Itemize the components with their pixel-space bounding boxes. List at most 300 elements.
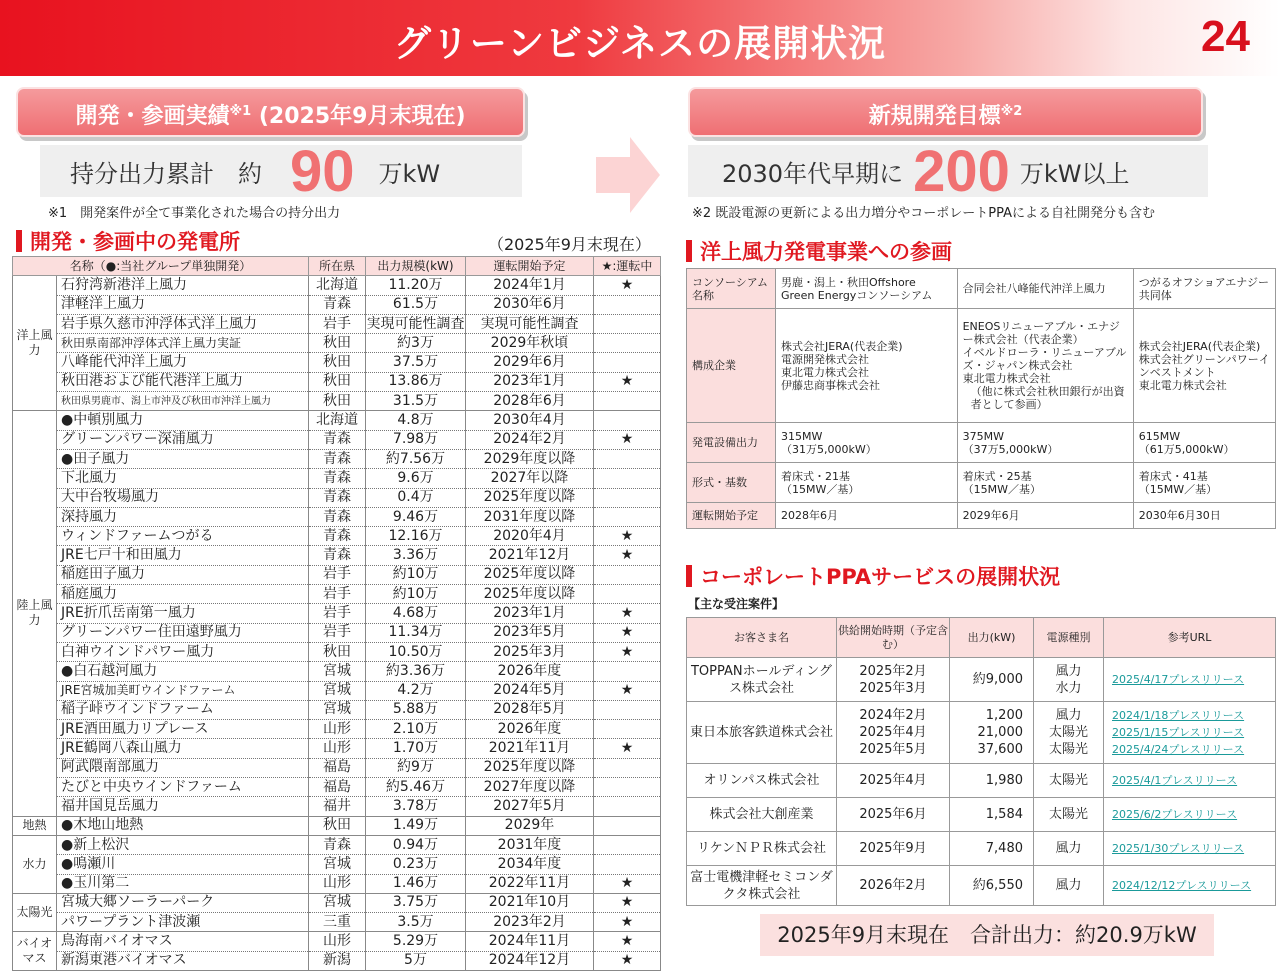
plant-start-date: 2023年1月 bbox=[466, 372, 594, 391]
plant-capacity: 5万 bbox=[366, 951, 466, 970]
ppa-customer: TOPPANホールディングス株式会社 bbox=[687, 658, 837, 702]
plant-pref: 青森 bbox=[309, 449, 366, 468]
plant-capacity: 約10万 bbox=[366, 585, 466, 604]
ppa-header-customer: お客さま名 bbox=[687, 618, 837, 658]
plant-capacity: 0.23万 bbox=[366, 855, 466, 874]
plant-status-star: ★ bbox=[594, 276, 661, 295]
plant-header-date: 運転開始予定 bbox=[466, 257, 594, 276]
plant-pref: 山形 bbox=[309, 720, 366, 739]
plant-pref: 岩手 bbox=[309, 623, 366, 642]
ppa-row bbox=[687, 798, 1276, 832]
plant-name: パワープラント津波瀬 bbox=[57, 913, 309, 932]
plant-pref: 青森 bbox=[309, 295, 366, 314]
target-pill-sup: ※2 bbox=[1000, 104, 1023, 119]
target-value: 200 bbox=[913, 138, 1010, 204]
plant-row bbox=[13, 681, 661, 700]
ppa-date: 2025年3月 bbox=[859, 680, 927, 696]
offshore-output bbox=[1133, 423, 1275, 463]
offshore-start: 2029年6月 bbox=[957, 503, 1133, 529]
ppa-header-output: 出力(kW) bbox=[950, 618, 1034, 658]
plant-status-star bbox=[594, 295, 661, 314]
cumulative-output-box bbox=[40, 138, 522, 204]
ppa-source: 太陽光 bbox=[1048, 742, 1088, 757]
plant-capacity: 約10万 bbox=[366, 565, 466, 584]
plant-status-star bbox=[594, 585, 661, 604]
ppa-source: 太陽光 bbox=[1048, 725, 1088, 740]
ppa-date: 2025年6月 bbox=[859, 807, 927, 822]
plant-row bbox=[13, 585, 661, 604]
plant-table bbox=[12, 256, 661, 971]
plant-row bbox=[13, 642, 661, 661]
plant-start-date: 2024年1月 bbox=[466, 276, 594, 295]
plant-start-date: 2025年度以降 bbox=[466, 488, 594, 507]
offshore-label-members: 構成企業 bbox=[687, 309, 776, 423]
plant-row bbox=[13, 372, 661, 391]
plant-start-date: 2026年度 bbox=[466, 720, 594, 739]
plant-status-star: ★ bbox=[594, 546, 661, 565]
plant-capacity: 5.29万 bbox=[366, 932, 466, 951]
plant-status-star: ★ bbox=[594, 951, 661, 970]
ppa-date: 2026年2月 bbox=[859, 878, 927, 893]
plant-name: 新潟東港バイオマス bbox=[57, 951, 309, 970]
plant-status-star: ★ bbox=[594, 932, 661, 951]
plant-status-star bbox=[594, 565, 661, 584]
plant-name: 宮城大郷ソーラーパーク bbox=[57, 893, 309, 912]
footnote-2: ※2 既設電源の更新による出力増分やコーポレートPPAによる自社開発分も含む bbox=[692, 206, 1156, 221]
plant-pref: 岩手 bbox=[309, 585, 366, 604]
plant-pref: 青森 bbox=[309, 546, 366, 565]
plant-row bbox=[13, 720, 661, 739]
plant-pref: 宮城 bbox=[309, 662, 366, 681]
plant-status-star bbox=[594, 334, 661, 353]
ppa-url-link[interactable]: 2025/1/15プレスリリース bbox=[1112, 726, 1245, 739]
plant-name: 大中台牧場風力 bbox=[57, 488, 309, 507]
plant-category: 地熱 bbox=[13, 816, 57, 835]
plant-row bbox=[13, 778, 661, 797]
ppa-section-label: コーポレートPPAサービスの展開状況 bbox=[700, 565, 1061, 589]
plant-status-star bbox=[594, 758, 661, 777]
plant-header-name: 名称（●:当社グループ単独開発） bbox=[13, 257, 309, 276]
plant-row bbox=[13, 314, 661, 333]
target-output-box bbox=[688, 138, 1208, 204]
plant-pref: 青森 bbox=[309, 835, 366, 854]
plant-status-star bbox=[594, 449, 661, 468]
offshore-output-kw: （61万5,000kW） bbox=[1138, 442, 1235, 456]
ppa-outputs bbox=[950, 764, 1034, 798]
ppa-output: 約9,000 bbox=[972, 672, 1023, 687]
plant-pref: 宮城 bbox=[309, 893, 366, 912]
plant-pref: 福島 bbox=[309, 758, 366, 777]
plant-row bbox=[13, 739, 661, 758]
plant-name: 津軽洋上風力 bbox=[57, 295, 309, 314]
plant-start-date: 2025年度以降 bbox=[466, 758, 594, 777]
ppa-sources bbox=[1034, 658, 1104, 702]
ppa-table bbox=[686, 617, 1276, 906]
plants-section-title bbox=[16, 226, 240, 256]
ppa-source: 風力 bbox=[1055, 708, 1082, 723]
ppa-date: 2025年5月 bbox=[859, 742, 927, 757]
plant-row bbox=[13, 353, 661, 372]
offshore-member: 東北電力株式会社 bbox=[781, 365, 869, 379]
plant-row bbox=[13, 662, 661, 681]
plant-name: ●新上松沢 bbox=[57, 835, 309, 854]
ppa-dates bbox=[837, 866, 950, 906]
results-pill-sup: ※1 bbox=[229, 104, 252, 119]
offshore-output-mw: 315MW bbox=[781, 429, 823, 443]
plant-pref: 宮城 bbox=[309, 700, 366, 719]
offshore-member: 伊藤忠商事株式会社 bbox=[781, 378, 880, 392]
ppa-output: 1,584 bbox=[985, 807, 1023, 822]
plant-name: 秋田県男鹿市、潟上市沖及び秋田市沖洋上風力 bbox=[57, 392, 309, 411]
plant-capacity: 約9万 bbox=[366, 758, 466, 777]
offshore-label-consortium: コンソーシアム名称 bbox=[687, 269, 776, 309]
offshore-type-unit: （15MW／基） bbox=[781, 482, 860, 496]
ppa-date: 2025年2月 bbox=[859, 663, 927, 679]
plant-capacity: 1.49万 bbox=[366, 816, 466, 835]
plant-status-star: ★ bbox=[594, 893, 661, 912]
plant-category: 洋上風力 bbox=[13, 276, 57, 411]
offshore-section-title bbox=[686, 236, 952, 266]
plant-capacity: 31.5万 bbox=[366, 392, 466, 411]
ppa-row bbox=[687, 702, 1276, 764]
ppa-date: 2025年4月 bbox=[859, 725, 927, 740]
offshore-member: イベルドローラ・リニューアブルズ・ジャパン株式会社 bbox=[962, 346, 1127, 372]
ppa-output: 37,600 bbox=[977, 742, 1023, 757]
plant-status-star: ★ bbox=[594, 642, 661, 661]
ppa-subtitle: 【主な受注案件】 bbox=[688, 597, 785, 611]
ppa-outputs bbox=[950, 866, 1034, 906]
results-pill-label: 開発・参画実績 bbox=[75, 104, 230, 129]
plant-start-date: 2028年5月 bbox=[466, 700, 594, 719]
offshore-label-type: 形式・基数 bbox=[687, 463, 776, 503]
offshore-type-count: 着床式・21基 bbox=[781, 469, 850, 483]
plant-capacity: 5.88万 bbox=[366, 700, 466, 719]
plant-status-star bbox=[594, 488, 661, 507]
ppa-output: 1,200 bbox=[985, 708, 1023, 723]
plant-row bbox=[13, 932, 661, 951]
plant-capacity: 9.6万 bbox=[366, 469, 466, 488]
plant-status-star: ★ bbox=[594, 604, 661, 623]
plant-status-star: ★ bbox=[594, 430, 661, 449]
ppa-url-link[interactable]: 2025/1/30プレスリリース bbox=[1112, 842, 1245, 855]
plant-pref: 青森 bbox=[309, 430, 366, 449]
plant-header-status: ★:運転中 bbox=[594, 257, 661, 276]
ppa-outputs bbox=[950, 658, 1034, 702]
ppa-customer: 富士電機津軽セミコンダクタ株式会社 bbox=[687, 866, 837, 906]
ppa-customer: オリンパス株式会社 bbox=[687, 764, 837, 798]
ppa-url-link[interactable]: 2025/4/1プレスリリース bbox=[1112, 774, 1238, 787]
plant-start-date: 2023年1月 bbox=[466, 604, 594, 623]
ppa-row bbox=[687, 764, 1276, 798]
plant-start-date: 2021年12月 bbox=[466, 546, 594, 565]
plant-start-date: 2023年5月 bbox=[466, 623, 594, 642]
plant-category: 太陽光 bbox=[13, 893, 57, 932]
plant-start-date: 2031年度以降 bbox=[466, 507, 594, 526]
plant-pref: 岩手 bbox=[309, 604, 366, 623]
plant-capacity: 3.75万 bbox=[366, 893, 466, 912]
plant-pref: 山形 bbox=[309, 874, 366, 893]
offshore-type-unit: （15MW／基） bbox=[962, 482, 1041, 496]
plant-pref: 秋田 bbox=[309, 392, 366, 411]
offshore-type bbox=[1133, 463, 1275, 503]
ppa-url-link[interactable]: 2025/4/17プレスリリース bbox=[1112, 673, 1245, 686]
plant-capacity: 13.86万 bbox=[366, 372, 466, 391]
plant-pref: 新潟 bbox=[309, 951, 366, 970]
cumulative-value: 90 bbox=[290, 138, 355, 204]
plant-name: ●田子風力 bbox=[57, 449, 309, 468]
plant-start-date: 2029年6月 bbox=[466, 353, 594, 372]
plant-start-date: 2025年度以降 bbox=[466, 585, 594, 604]
plant-name: JRE折爪岳南第一風力 bbox=[57, 604, 309, 623]
ppa-url-link[interactable]: 2024/1/18プレスリリース bbox=[1112, 709, 1245, 722]
plant-status-star bbox=[594, 797, 661, 816]
offshore-label-start: 運転開始予定 bbox=[687, 503, 776, 529]
plant-pref: 秋田 bbox=[309, 334, 366, 353]
ppa-row bbox=[687, 866, 1276, 906]
plant-name: 福井国見岳風力 bbox=[57, 797, 309, 816]
offshore-label-output: 発電設備出力 bbox=[687, 423, 776, 463]
plant-status-star: ★ bbox=[594, 681, 661, 700]
plant-start-date: 2024年2月 bbox=[466, 430, 594, 449]
plant-capacity: 4.8万 bbox=[366, 411, 466, 430]
ppa-source: 風力 bbox=[1055, 841, 1082, 856]
plant-pref: 青森 bbox=[309, 527, 366, 546]
ppa-customer: 東日本旅客鉄道株式会社 bbox=[687, 702, 837, 764]
plant-status-star bbox=[594, 855, 661, 874]
ppa-output: 7,480 bbox=[985, 841, 1023, 856]
plant-capacity: 7.98万 bbox=[366, 430, 466, 449]
ppa-header-source: 電源種別 bbox=[1034, 618, 1104, 658]
plant-name: 阿武隈南部風力 bbox=[57, 758, 309, 777]
plants-section-label: 開発・参画中の発電所 bbox=[30, 230, 240, 254]
ppa-header-url: 参考URL bbox=[1104, 618, 1276, 658]
ppa-sources bbox=[1034, 702, 1104, 764]
footnote-1: ※1 開発案件が全て事業化された場合の持分出力 bbox=[48, 206, 341, 221]
plant-name: 稲子峠ウインドファーム bbox=[57, 700, 309, 719]
ppa-source: 風力 bbox=[1055, 663, 1082, 679]
ppa-source: 太陽光 bbox=[1048, 773, 1088, 788]
plant-status-star: ★ bbox=[594, 623, 661, 642]
plant-capacity: 0.94万 bbox=[366, 835, 466, 854]
ppa-url-link[interactable]: 2025/6/2プレスリリース bbox=[1112, 808, 1238, 821]
ppa-urls bbox=[1104, 764, 1276, 798]
results-pill-suffix: (2025年9月末現在) bbox=[251, 104, 466, 129]
offshore-member: 株式会社グリーンパワーインベストメント bbox=[1138, 352, 1270, 379]
ppa-row bbox=[687, 832, 1276, 866]
plant-capacity: 4.2万 bbox=[366, 681, 466, 700]
ppa-urls bbox=[1104, 866, 1276, 906]
ppa-date: 2025年4月 bbox=[859, 773, 927, 788]
plant-status-star bbox=[594, 469, 661, 488]
plant-capacity: 3.5万 bbox=[366, 913, 466, 932]
plant-name: JRE七戸十和田風力 bbox=[57, 546, 309, 565]
plant-pref: 秋田 bbox=[309, 642, 366, 661]
plant-start-date: 2024年11月 bbox=[466, 932, 594, 951]
ppa-urls bbox=[1104, 798, 1276, 832]
ppa-source: 水力 bbox=[1055, 680, 1082, 696]
ppa-urls bbox=[1104, 832, 1276, 866]
plant-capacity: 37.5万 bbox=[366, 353, 466, 372]
plant-status-star: ★ bbox=[594, 874, 661, 893]
plant-status-star bbox=[594, 700, 661, 719]
plant-pref: 福島 bbox=[309, 778, 366, 797]
plant-row bbox=[13, 816, 661, 835]
plant-capacity: 10.50万 bbox=[366, 642, 466, 661]
plant-pref: 福井 bbox=[309, 797, 366, 816]
plant-row bbox=[13, 835, 661, 854]
plant-status-star bbox=[594, 662, 661, 681]
page-title: グリーンビジネスの展開状況 bbox=[393, 22, 887, 65]
ppa-url-link[interactable]: 2024/12/12プレスリリース bbox=[1112, 879, 1252, 892]
offshore-output bbox=[957, 423, 1133, 463]
ppa-sources bbox=[1034, 764, 1104, 798]
plant-name: ●中頓別風力 bbox=[57, 411, 309, 430]
plant-status-star: ★ bbox=[594, 913, 661, 932]
offshore-type-unit: （15MW／基） bbox=[1138, 482, 1218, 496]
plant-status-star bbox=[594, 353, 661, 372]
plant-start-date: 2030年6月 bbox=[466, 295, 594, 314]
ppa-dates bbox=[837, 658, 950, 702]
plant-category: バイオマス bbox=[13, 932, 57, 971]
plant-start-date: 2024年12月 bbox=[466, 951, 594, 970]
plant-row bbox=[13, 604, 661, 623]
ppa-outputs bbox=[950, 702, 1034, 764]
ppa-source: 風力 bbox=[1055, 878, 1082, 893]
plant-start-date: 2026年度 bbox=[466, 662, 594, 681]
plant-row bbox=[13, 565, 661, 584]
target-unit: 万kW以上 bbox=[1019, 159, 1130, 188]
offshore-output-mw: 375MW bbox=[962, 429, 1004, 443]
ppa-dates bbox=[837, 798, 950, 832]
plant-start-date: 2025年3月 bbox=[466, 642, 594, 661]
plant-start-date: 2022年11月 bbox=[466, 874, 594, 893]
plant-name: グリーンパワー住田遠野風力 bbox=[57, 623, 309, 642]
ppa-url-link[interactable]: 2025/4/24プレスリリース bbox=[1112, 743, 1245, 756]
section-bar bbox=[686, 565, 692, 587]
cumulative-unit: 万kW bbox=[378, 159, 441, 188]
plant-row bbox=[13, 700, 661, 719]
plant-capacity: 1.46万 bbox=[366, 874, 466, 893]
offshore-consortium: つがるオフショアエナジー共同体 bbox=[1133, 269, 1275, 309]
plant-capacity: 61.5万 bbox=[366, 295, 466, 314]
ppa-outputs bbox=[950, 832, 1034, 866]
ppa-sources bbox=[1034, 832, 1104, 866]
offshore-section-label: 洋上風力発電事業への参画 bbox=[700, 240, 952, 264]
right-arrow-icon bbox=[596, 137, 660, 213]
plant-start-date: 2020年4月 bbox=[466, 527, 594, 546]
plant-start-date: 2029年度以降 bbox=[466, 449, 594, 468]
plant-name: ●鳴瀬川 bbox=[57, 855, 309, 874]
plant-start-date: 2023年2月 bbox=[466, 913, 594, 932]
offshore-output-mw: 615MW bbox=[1138, 429, 1181, 443]
plant-name: 八峰能代沖洋上風力 bbox=[57, 353, 309, 372]
offshore-member: 株式会社JERA(代表企業) bbox=[1138, 339, 1261, 353]
plant-row bbox=[13, 488, 661, 507]
plant-row bbox=[13, 469, 661, 488]
plant-start-date: 2034年度 bbox=[466, 855, 594, 874]
offshore-member: （他に株式会社秋田銀行が出資者として参画） bbox=[970, 385, 1125, 411]
plant-name: 深持風力 bbox=[57, 507, 309, 526]
plant-pref: 秋田 bbox=[309, 816, 366, 835]
plant-start-date: 2024年5月 bbox=[466, 681, 594, 700]
plant-start-date: 2029年 bbox=[466, 816, 594, 835]
plant-start-date: 2027年以降 bbox=[466, 469, 594, 488]
plant-pref: 秋田 bbox=[309, 372, 366, 391]
ppa-date: 2025年9月 bbox=[859, 841, 927, 856]
plant-name: JRE鶴岡八森山風力 bbox=[57, 739, 309, 758]
plant-name: 鳥海南バイオマス bbox=[57, 932, 309, 951]
ppa-section-title bbox=[686, 561, 1060, 591]
plant-row bbox=[13, 951, 661, 970]
plant-capacity: 0.4万 bbox=[366, 488, 466, 507]
plant-capacity: 11.20万 bbox=[366, 276, 466, 295]
offshore-type-count: 着床式・41基 bbox=[1138, 469, 1208, 483]
plant-capacity: 3.78万 bbox=[366, 797, 466, 816]
plant-pref: 三重 bbox=[309, 913, 366, 932]
plant-start-date: 2031年度 bbox=[466, 835, 594, 854]
plant-pref: 山形 bbox=[309, 739, 366, 758]
ppa-output: 1,980 bbox=[985, 773, 1023, 788]
plant-capacity: 4.68万 bbox=[366, 604, 466, 623]
offshore-member: 東北電力株式会社 bbox=[962, 372, 1051, 385]
offshore-type-count: 着床式・25基 bbox=[962, 469, 1032, 483]
section-bar bbox=[686, 240, 692, 262]
plant-name: 白神ウインドパワー風力 bbox=[57, 642, 309, 661]
offshore-members bbox=[1133, 309, 1275, 423]
plant-row bbox=[13, 411, 661, 430]
offshore-table bbox=[686, 268, 1276, 529]
plant-row bbox=[13, 797, 661, 816]
ppa-sources bbox=[1034, 798, 1104, 832]
plant-name: JRE宮城加美町ウインドファーム bbox=[57, 681, 309, 700]
ppa-customer: リケンＮＰＲ株式会社 bbox=[687, 832, 837, 866]
plant-row bbox=[13, 392, 661, 411]
ppa-urls bbox=[1104, 702, 1276, 764]
plant-pref: 青森 bbox=[309, 507, 366, 526]
offshore-members bbox=[776, 309, 958, 423]
plant-capacity: 3.36万 bbox=[366, 546, 466, 565]
offshore-start: 2028年6月 bbox=[776, 503, 958, 529]
ppa-table-body bbox=[687, 658, 1276, 906]
plant-category: 水力 bbox=[13, 835, 57, 893]
plant-header-pref: 所在県 bbox=[309, 257, 366, 276]
plant-row bbox=[13, 874, 661, 893]
ppa-output: 21,000 bbox=[977, 725, 1023, 740]
plant-pref: 青森 bbox=[309, 488, 366, 507]
plant-row bbox=[13, 527, 661, 546]
plant-name: ●木地山地熱 bbox=[57, 816, 309, 835]
plant-name: ウィンドファームつがる bbox=[57, 527, 309, 546]
plant-start-date: 2029年秋頃 bbox=[466, 334, 594, 353]
plant-pref: 山形 bbox=[309, 932, 366, 951]
plant-capacity: 9.46万 bbox=[366, 507, 466, 526]
plant-capacity: 2.10万 bbox=[366, 720, 466, 739]
plant-start-date: 実現可能性調査 bbox=[466, 314, 594, 333]
plant-capacity: 約5.46万 bbox=[366, 778, 466, 797]
plant-start-date: 2025年度以降 bbox=[466, 565, 594, 584]
plant-pref: 岩手 bbox=[309, 314, 366, 333]
ppa-dates bbox=[837, 764, 950, 798]
plant-name: 稲庭田子風力 bbox=[57, 565, 309, 584]
plant-row bbox=[13, 855, 661, 874]
plant-name: たびと中央ウインドファーム bbox=[57, 778, 309, 797]
plant-name: ●玉川第二 bbox=[57, 874, 309, 893]
plant-capacity: 約7.56万 bbox=[366, 449, 466, 468]
plant-category: 陸上風力 bbox=[13, 411, 57, 816]
plant-row bbox=[13, 893, 661, 912]
plant-pref: 秋田 bbox=[309, 353, 366, 372]
offshore-member: 東北電力株式会社 bbox=[1138, 378, 1227, 392]
